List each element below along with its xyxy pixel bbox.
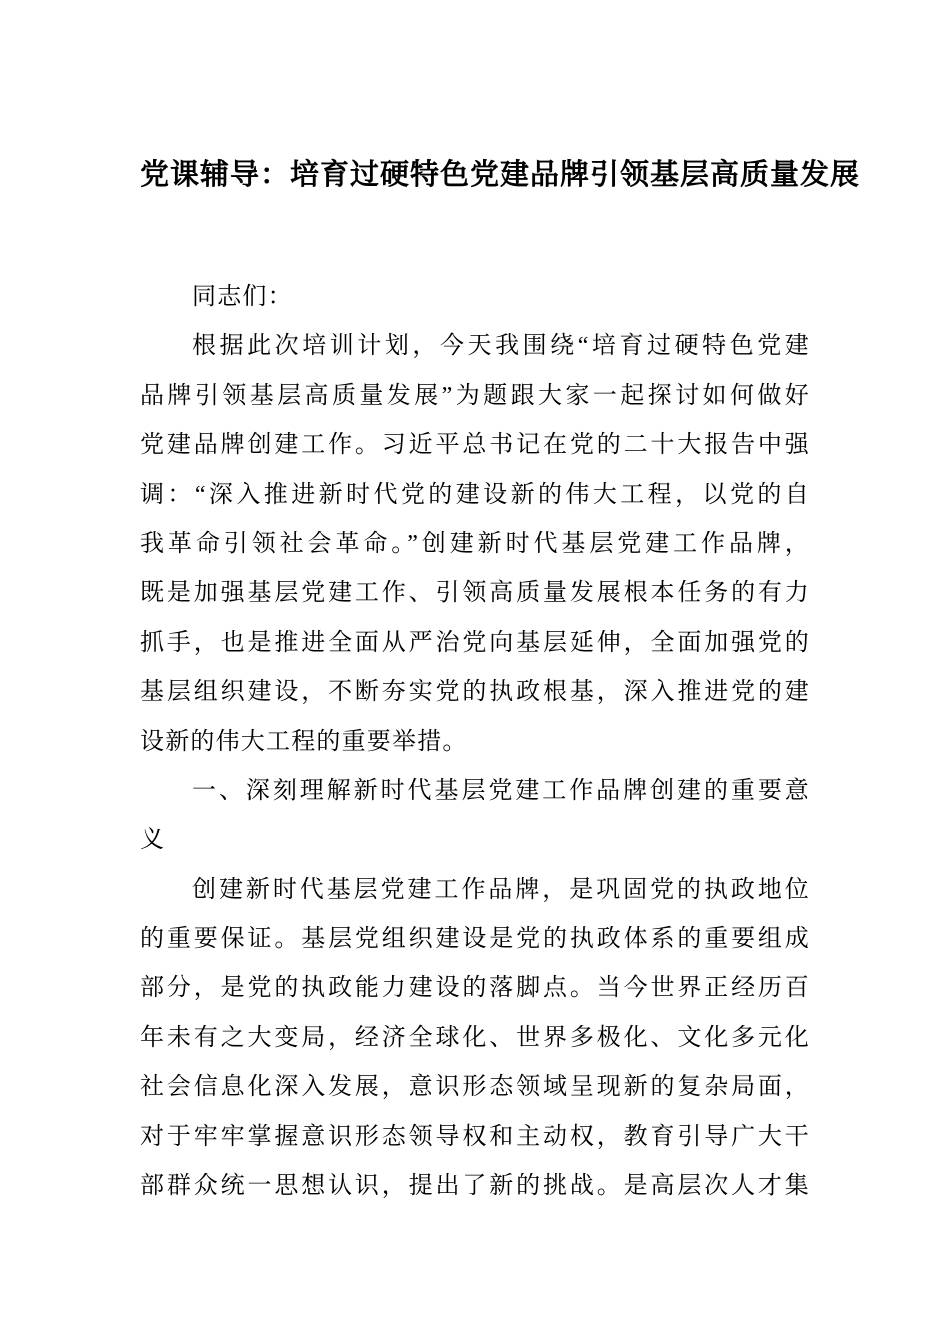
text-line: 社会信息化深入发展，意识形态领域呈现新的复杂局面，: [140, 1074, 810, 1101]
text-line: 的重要保证。基层党组织建设是党的执政体系的重要组成: [140, 926, 810, 953]
text-line: 既是加强基层党建工作、引领高质量发展根本任务的有力: [140, 580, 810, 607]
text-line: 抓手，也是推进全面从严治党向基层延伸，全面加强党的: [140, 629, 810, 656]
text-line: 部群众统一思想认识，提出了新的挑战。是高层次人才集: [140, 1173, 810, 1200]
text-line: 对于牢牢掌握意识形态领导权和主动权，教育引导广大干: [140, 1123, 810, 1150]
text-line: 根据此次培训计划，今天我围绕“培育过硬特色党建: [192, 333, 810, 360]
document-content: [140, 153, 861, 1211]
text-line: 年未有之大变局，经济全球化、世界多极化、文化多元化: [140, 1024, 810, 1051]
text-line: 创建新时代基层党建工作品牌，是巩固党的执政地位: [192, 876, 810, 903]
text-line: 同志们：: [192, 284, 293, 310]
text-line: 设新的伟大工程的重要举措。: [140, 728, 468, 755]
text-line: 党建品牌创建工作。习近平总书记在党的二十大报告中强: [140, 432, 810, 459]
text-line: 基层组织建设，不断夯实党的执政根基，深入推进党的建: [140, 679, 810, 706]
text-line: 品牌引领基层高质量发展”为题跟大家一起探讨如何做好: [140, 382, 810, 409]
text-line: 我革命引领社会革命。”创建新时代基层党建工作品牌，: [140, 530, 810, 557]
section-heading-line: 一、深刻理解新时代基层党建工作品牌创建的重要意: [192, 777, 810, 804]
document-title: 党课辅导：培育过硬特色党建品牌引领基层高质量发展: [140, 159, 861, 191]
section-heading-line: 义: [140, 827, 166, 854]
text-line: 部分，是党的执政能力建设的落脚点。当今世界正经历百: [140, 975, 810, 1002]
text-line: 调：“深入推进新时代党的建设新的伟大工程，以党的自: [140, 481, 810, 508]
